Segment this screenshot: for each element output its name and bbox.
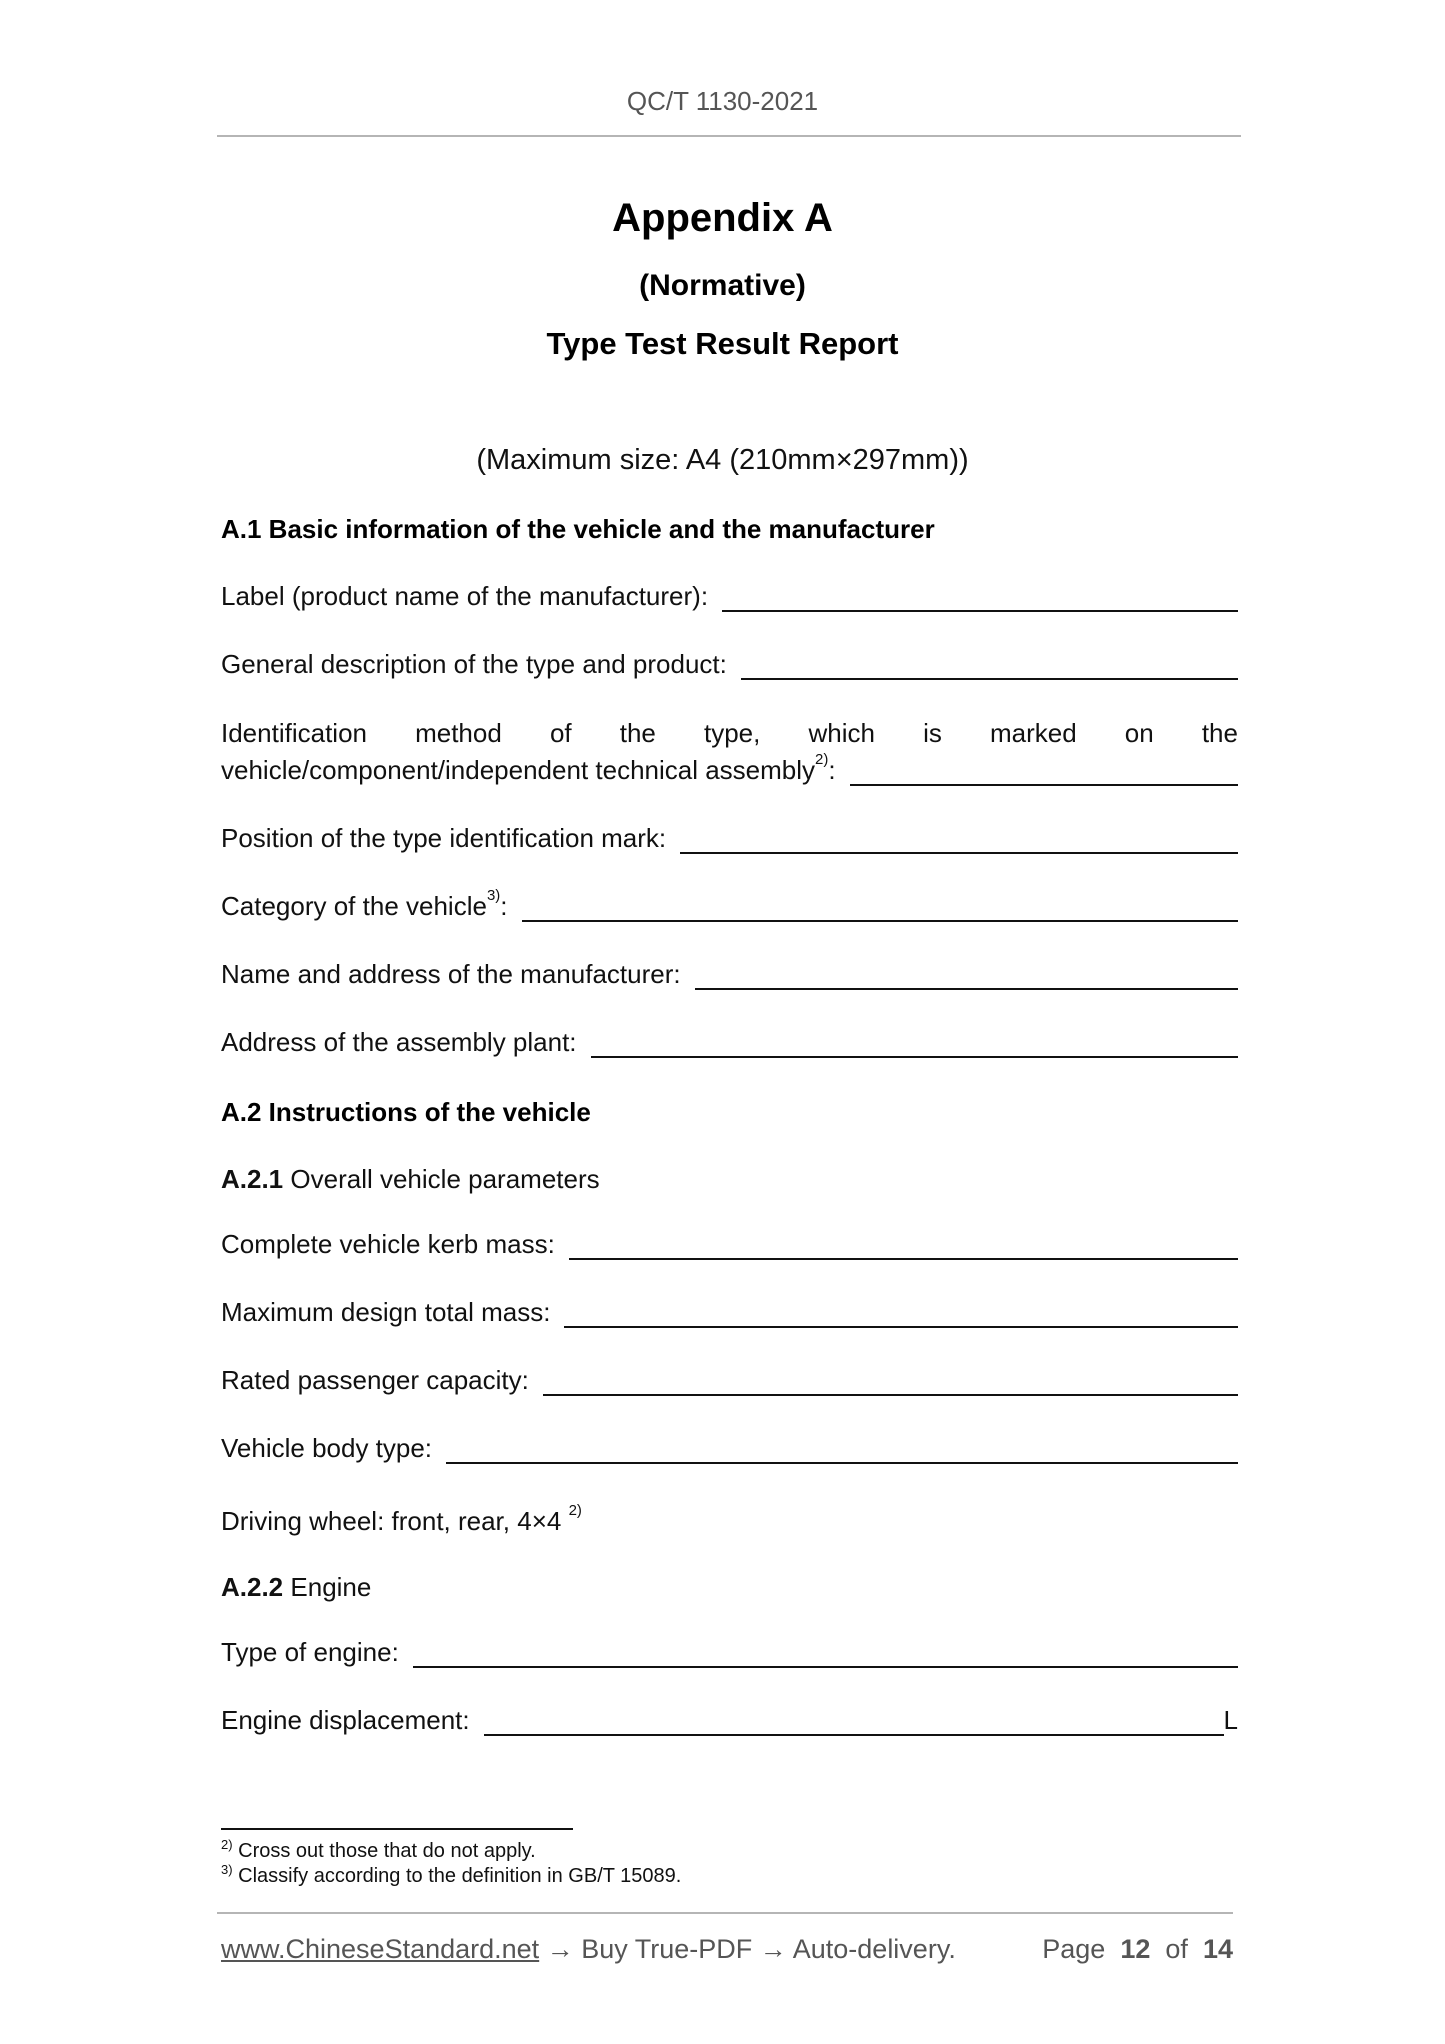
footer-tagline: → Buy True-PDF → Auto-delivery.	[539, 1934, 956, 1964]
footnote-2: $^{2)}$ Cross out those that do not apply.	[221, 1837, 536, 1862]
passenger-capacity-label: Rated passenger capacity:	[221, 1365, 529, 1395]
identification-method-field	[221, 752, 1238, 786]
section-a21-heading: A.2.1 Overall vehicle parameters	[221, 1164, 600, 1194]
appendix-title: Appendix A	[612, 196, 833, 240]
label-field	[221, 578, 1238, 612]
footnote-ref: 2)	[815, 751, 829, 768]
website-link[interactable]: www.ChineseStandard.net	[221, 1934, 540, 1964]
ident-word: Identification	[221, 718, 367, 748]
driving-wheel-line: Driving wheel: front, rear, 4×4 $^{2)}$	[221, 1502, 582, 1536]
current-page: 12	[1120, 1934, 1151, 1964]
section-a1-heading: A.1 Basic information of the vehicle and the manufacturer	[221, 514, 935, 544]
general-description-blank[interactable]	[741, 650, 1238, 680]
ident-word: method	[415, 718, 502, 748]
displacement-unit: L	[1223, 1705, 1238, 1735]
general-description-field	[221, 646, 1238, 680]
footnote-ref: 3)	[486, 887, 501, 904]
total-pages: 14	[1202, 1934, 1233, 1964]
ident-word: is	[923, 718, 942, 748]
ident-word: type,	[704, 718, 761, 748]
header-divider	[217, 135, 1241, 137]
footnote-divider	[221, 1828, 573, 1830]
ident-word: the	[1201, 718, 1238, 748]
assembly-plant-address-label: Address of the assembly plant:	[221, 1027, 577, 1057]
body-type-label: Vehicle body type:	[221, 1433, 433, 1463]
body-type-blank[interactable]	[446, 1434, 1238, 1464]
vehicle-category-label: Category of the vehicle$^{3)}$:	[221, 887, 508, 921]
engine-type-label: Type of engine:	[221, 1637, 399, 1667]
manufacturer-name-address-field	[221, 956, 1238, 990]
label-field-blank[interactable]	[722, 582, 1238, 612]
body-type-field	[221, 1430, 1238, 1464]
ident-word: the	[619, 718, 656, 748]
engine-type-field	[221, 1634, 1238, 1668]
assembly-plant-address-field	[221, 1024, 1238, 1058]
manufacturer-name-address-blank[interactable]	[695, 960, 1238, 990]
ident-word: of	[549, 718, 572, 748]
normative-label: (Normative)	[639, 269, 806, 302]
passenger-capacity-field	[221, 1362, 1238, 1396]
label-field-label: Label (product name of the manufacturer):	[221, 581, 709, 611]
type-mark-position-blank[interactable]	[680, 824, 1238, 854]
ident-word: marked	[989, 718, 1077, 748]
vehicle-category-field	[221, 888, 1238, 922]
header-standard-code: QC/T 1130-2021	[626, 86, 819, 116]
assembly-plant-address-blank[interactable]	[591, 1028, 1238, 1058]
section-a2-heading: A.2 Instructions of the vehicle	[221, 1097, 591, 1127]
passenger-capacity-blank[interactable]	[543, 1366, 1238, 1396]
max-design-mass-label: Maximum design total mass:	[221, 1297, 551, 1327]
kerb-mass-field	[221, 1226, 1238, 1260]
general-description-label: General description of the type and product:	[221, 649, 727, 679]
kerb-mass-blank[interactable]	[569, 1230, 1238, 1260]
kerb-mass-label: Complete vehicle kerb mass:	[221, 1229, 555, 1259]
identification-method-line1	[221, 718, 1238, 749]
vehicle-category-blank[interactable]	[522, 892, 1238, 922]
report-title: Type Test Result Report	[546, 326, 899, 361]
page-indicator: Page 12 of 14	[1042, 1934, 1233, 1964]
identification-method-blank[interactable]	[850, 756, 1238, 786]
max-size-note: (Maximum size: A4 (210mm×297mm))	[476, 444, 969, 476]
manufacturer-name-address-label: Name and address of the manufacturer:	[221, 959, 681, 989]
engine-type-blank[interactable]	[413, 1638, 1238, 1668]
max-design-mass-blank[interactable]	[564, 1298, 1238, 1328]
type-mark-position-field	[221, 820, 1238, 854]
section-a22-heading: A.2.2 Engine	[221, 1572, 372, 1602]
footer-divider	[217, 1912, 1233, 1914]
ident-word: which	[808, 718, 875, 748]
engine-displacement-blank[interactable]	[484, 1706, 1224, 1736]
footer	[221, 1934, 1237, 1965]
max-design-mass-field	[221, 1294, 1238, 1328]
type-mark-position-label: Position of the type identification mark:	[221, 823, 667, 853]
footnote-ref: 2)	[568, 1502, 582, 1519]
ident-word: on	[1124, 718, 1154, 748]
identification-method-label: vehicle/component/independent technical assembly$^{2)}$:	[221, 751, 836, 785]
engine-displacement-field	[221, 1702, 1238, 1736]
footnote-3: $^{3)}$ Classify according to the definition in GB/T 15089.	[221, 1862, 682, 1887]
engine-displacement-label: Engine displacement:	[221, 1705, 470, 1735]
